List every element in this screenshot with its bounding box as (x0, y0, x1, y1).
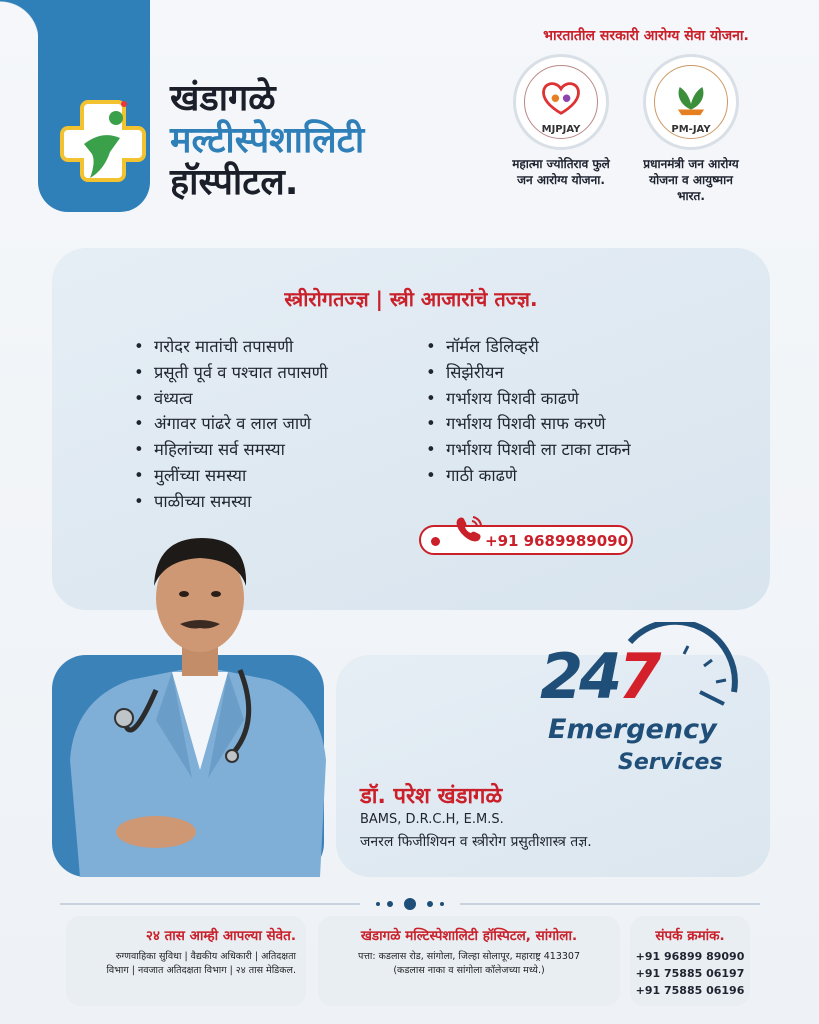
schemes-heading: भारतातील सरकारी आरोग्य सेवा योजना. (543, 28, 749, 44)
scheme-pmjay (626, 54, 756, 204)
footer-services-heading: २४ तास आम्ही आपल्या सेवेत. (145, 928, 296, 944)
list-item: • प्रसूती पूर्व व पश्चात तपासणी (132, 360, 328, 386)
red-dot (431, 537, 440, 546)
days-number: 7 (618, 640, 658, 713)
footer-address (318, 916, 620, 1006)
pmjay-caption-line3: भारत. (677, 189, 705, 203)
emergency-badge (540, 622, 740, 782)
footer-address-line2: (कडलास नाका व सांगोला कॉलेजच्या मध्ये.) (393, 965, 545, 976)
list-item: • महिलांच्या सर्व समस्या (132, 437, 328, 463)
footer-address-line1: पत्ता: कडलास रोड, सांगोला, जिल्हा सोलापूर, महाराष्ट्र 413307 (357, 951, 581, 962)
phone-number: +91 9689989090 (485, 532, 629, 550)
list-item: • गर्भाशय पिशवी ला टाका टाकने (424, 437, 631, 463)
footer-address-heading: खंडागळे मल्टिस्पेशालिटी हॉस्पिटल, सांगोला. (360, 928, 578, 944)
contact-phone-3[interactable]: +91 75885 06196 (635, 984, 745, 997)
footer-services (66, 916, 306, 1006)
list-item: • पाळीच्या समस्या (132, 489, 328, 515)
pmjay-caption-line2: योजना व आयुष्मान (649, 173, 733, 187)
hospital-name-line3: हॉस्पीटल. (170, 162, 299, 203)
pmjay-seal-icon (643, 54, 739, 150)
hospital-name-line2: मल्टीस्पेशालिटी (170, 120, 365, 161)
scheme-mjpjay (496, 54, 626, 188)
hospital-name-line1: खंडागळे (170, 78, 276, 119)
mjpjay-caption-line2: जन आरोग्य योजना. (517, 173, 605, 187)
ornament-divider (60, 897, 760, 911)
phone-icon (451, 513, 485, 547)
hours-number: 24 (540, 640, 619, 713)
footer-contact (630, 916, 750, 1006)
list-item: • गर्भाशय पिशवी साफ करणे (424, 411, 631, 437)
doctor-photo (60, 520, 340, 877)
list-item: • गाठी काढणे (424, 463, 631, 489)
mjpjay-code: MJPJAY (541, 124, 581, 135)
services-title: स्त्रीरोगतज्ज्ञ | स्त्री आजारांचे तज्ज्ञ. (284, 287, 538, 311)
list-item: • वंध्यत्व (132, 386, 328, 412)
emergency-label: Emergency (548, 714, 717, 745)
services-label: Services (618, 750, 723, 775)
contact-phone-2[interactable]: +91 75885 06197 (635, 967, 745, 980)
mjpjay-caption-line1: महात्मा ज्योतिराव फुले (512, 157, 610, 171)
list-item: • अंगावर पांढरे व लाल जाणे (132, 411, 328, 437)
services-list-left (132, 334, 328, 515)
emergency-24-7 (540, 640, 657, 713)
footer-services-line1: रुग्णवाहिका सुविधा | वैद्यकीय अधिकारी | अतिदक्षता (115, 951, 296, 962)
hospital-logo-icon (58, 98, 148, 188)
footer-services-line2: विभाग | नवजात अतिदक्षता विभाग | २४ तास मेडिकल. (106, 965, 296, 976)
doctor-name: डॉ. परेश खंडागळे (360, 784, 503, 809)
doctor-role: जनरल फिजीशियन व स्त्रीरोग प्रसुतीशास्त्र तज्ञ. (360, 834, 592, 850)
list-item: • गर्भाशय पिशवी काढणे (424, 386, 631, 412)
phone-pill[interactable] (419, 525, 633, 555)
mjpjay-seal-icon (513, 54, 609, 150)
list-item: • गरोदर मातांची तपासणी (132, 334, 328, 360)
list-item: • मुलींच्या समस्या (132, 463, 328, 489)
pmjay-caption-line1: प्रधानमंत्री जन आरोग्य (643, 157, 739, 171)
footer-contact-heading: संपर्क क्रमांक. (655, 928, 725, 944)
pmjay-code: PM-JAY (671, 124, 711, 135)
hospital-name (170, 78, 364, 204)
doctor-degree: BAMS, D.R.C.H, E.M.S. (360, 812, 504, 827)
contact-phone-1[interactable]: +91 96899 89090 (635, 950, 745, 963)
list-item: • नॉर्मल डिलिव्हरी (424, 334, 631, 360)
services-list-right (424, 334, 631, 489)
list-item: • सिझेरीयन (424, 360, 631, 386)
